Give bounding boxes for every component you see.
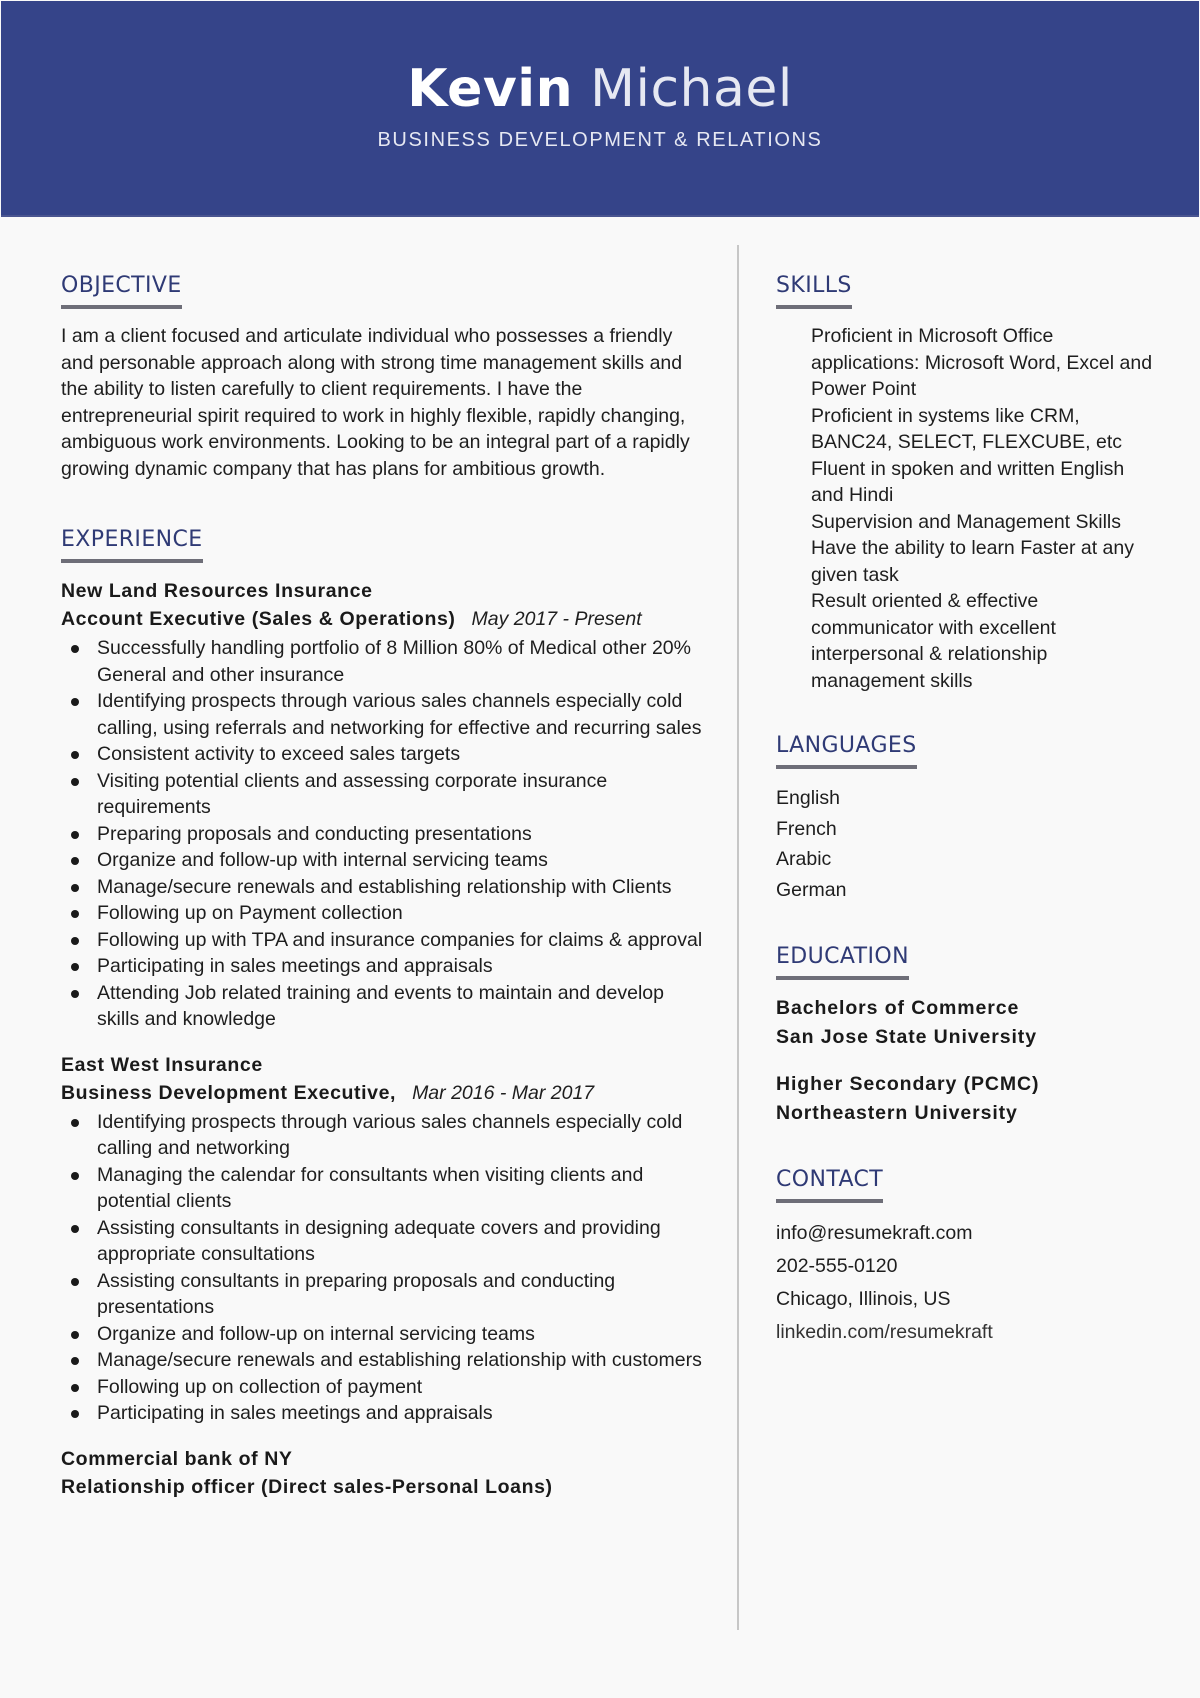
company-name: Commercial bank of NY	[61, 1447, 293, 1470]
list-item	[61, 1347, 711, 1374]
skill-item: Supervision and Management Skills	[811, 510, 1122, 533]
bullet-icon	[71, 1225, 79, 1233]
skill-item: Fluent in spoken and written English and Hindi	[811, 457, 1125, 506]
bullet-text: Consistent activity to exceed sales targets	[97, 743, 461, 765]
resume-header	[1, 1, 1199, 217]
left-column	[61, 272, 711, 1502]
job-bullets	[61, 1109, 711, 1427]
list-item	[61, 635, 711, 688]
bullet-text: Managing the calendar for consultants when visiting clients and potential clients	[97, 1163, 644, 1212]
list-item	[61, 741, 711, 768]
bullet-icon	[71, 1384, 79, 1392]
degree: Higher Secondary (PCMC)	[776, 1073, 1040, 1095]
experience-section	[61, 526, 711, 1502]
job-title-line	[61, 1079, 711, 1108]
school: San Jose State University	[776, 1026, 1037, 1048]
skills-list	[776, 323, 1156, 694]
education-heading: EDUCATION	[776, 943, 909, 980]
column-divider	[737, 245, 739, 1630]
contact-section	[776, 1166, 1176, 1349]
bullet-icon	[71, 1172, 79, 1180]
education-item	[776, 1070, 1176, 1128]
bullet-text: Assisting consultants in preparing proposals and conducting presentations	[97, 1269, 616, 1318]
list-item	[61, 953, 711, 980]
contact-location: Chicago, Illinois, US	[776, 1288, 951, 1310]
languages-list	[776, 783, 1176, 905]
bullet-icon	[71, 778, 79, 786]
education-section	[776, 943, 1176, 1128]
bullet-icon	[71, 937, 79, 945]
first-name: Kevin	[407, 59, 574, 119]
experience-heading: EXPERIENCE	[61, 526, 203, 563]
job-title-line	[61, 1473, 711, 1502]
language-item: German	[776, 878, 847, 901]
bullet-text: Identifying prospects through various sales channels especially cold calling and networking	[97, 1110, 683, 1159]
job-entry	[61, 577, 711, 1033]
contact-list	[776, 1217, 1176, 1349]
skill-item: Proficient in systems like CRM, BANC24, SELECT, FLEXCUBE, etc	[811, 404, 1123, 453]
bullet-text: Attending Job related training and events to maintain and develop skills and knowledge	[97, 981, 664, 1030]
bullet-text: Following up on collection of payment	[97, 1375, 423, 1398]
job-entry	[61, 1051, 711, 1427]
bullet-icon	[71, 884, 79, 892]
job-date: Mar 2016 - Mar 2017	[412, 1081, 595, 1104]
contact-email[interactable]: info@resumekraft.com	[776, 1222, 973, 1244]
bullet-text: Participating in sales meetings and appraisals	[97, 955, 493, 977]
list-item	[61, 1215, 711, 1268]
education-list	[776, 994, 1176, 1128]
languages-section	[776, 732, 1176, 905]
list-item	[61, 874, 711, 901]
objective-text: I am a client focused and articulate individual who possesses a friendly and personable approach along with strong time management skills and the ability to listen carefully to client requirements. I have the entrepreneurial spirit required to work in highly flexible, rapidly changing, ambiguous work environments. Looking to be an integral part of a rapidly growing dynamic company that has plans for ambitious growth.	[61, 325, 690, 480]
bullet-icon	[71, 831, 79, 839]
school: Northeastern University	[776, 1102, 1018, 1124]
language-item: French	[776, 817, 837, 840]
bullet-text: Manage/secure renewals and establishing relationship with customers	[97, 1349, 702, 1371]
language-item: Arabic	[776, 848, 832, 870]
list-item	[61, 1109, 711, 1162]
contact-phone[interactable]: 202-555-0120	[776, 1255, 898, 1277]
skills-section	[776, 272, 1176, 694]
bullet-icon	[71, 751, 79, 759]
bullet-text: Participating in sales meetings and appraisals	[97, 1402, 493, 1424]
company-name: New Land Resources Insurance	[61, 580, 373, 602]
bullet-icon	[71, 645, 79, 653]
bullet-text: Successfully handling portfolio of 8 Million 80% of Medical other 20% General and other insurance	[97, 637, 691, 686]
job-title: Account Executive (Sales & Operations)	[61, 608, 456, 630]
bullet-text: Organize and follow-up with internal servicing teams	[97, 849, 548, 871]
job-date: May 2017 - Present	[471, 608, 642, 630]
bullet-icon	[71, 698, 79, 706]
list-item	[61, 821, 711, 848]
bullet-icon	[71, 910, 79, 918]
objective-section	[61, 272, 711, 482]
last-name: Michael	[590, 59, 793, 119]
bullet-icon	[71, 990, 79, 998]
job-title: Relationship officer (Direct sales-Personal Loans)	[61, 1475, 553, 1498]
list-item	[61, 1321, 711, 1348]
bullet-icon	[71, 1357, 79, 1365]
list-item	[61, 847, 711, 874]
list-item	[61, 688, 711, 741]
list-item	[61, 1162, 711, 1215]
languages-heading: LANGUAGES	[776, 732, 917, 769]
skills-heading: SKILLS	[776, 272, 852, 309]
list-item	[61, 1268, 711, 1321]
bullet-text: Manage/secure renewals and establishing relationship with Clients	[97, 875, 672, 898]
list-item	[61, 927, 711, 954]
job-title-line	[61, 605, 711, 634]
bullet-text: Assisting consultants in designing adequate covers and providing appropriate consultations	[97, 1216, 661, 1265]
bullet-text: Following up on Payment collection	[97, 902, 403, 924]
job-bullets	[61, 635, 711, 1033]
bullet-text: Following up with TPA and insurance companies for claims & approval	[97, 928, 703, 951]
list-item	[61, 768, 711, 821]
bullet-icon	[71, 857, 79, 865]
skill-item: Proficient in Microsoft Office applications: Microsoft Word, Excel and Power Point	[811, 325, 1153, 400]
list-item	[61, 1400, 711, 1427]
bullet-text: Organize and follow-up on internal servicing teams	[97, 1322, 535, 1345]
bullet-icon	[71, 1331, 79, 1339]
bullet-text: Identifying prospects through various sales channels especially cold calling, using referrals and networking for effective and recurring sales	[97, 690, 702, 739]
job-title: Business Development Executive,	[61, 1081, 397, 1104]
candidate-role: BUSINESS DEVELOPMENT & RELATIONS	[377, 129, 823, 151]
contact-heading: CONTACT	[776, 1166, 883, 1203]
list-item	[61, 1374, 711, 1401]
skill-item: Result oriented & effective communicator with excellent interpersonal & relationship management skills	[811, 590, 1056, 692]
bullet-text: Preparing proposals and conducting presentations	[97, 822, 532, 845]
degree: Bachelors of Commerce	[776, 997, 1020, 1019]
company-name: East West Insurance	[61, 1053, 263, 1076]
list-item	[61, 980, 711, 1033]
bullet-icon	[71, 1278, 79, 1286]
contact-linkedin[interactable]: linkedin.com/resumekraft	[776, 1321, 993, 1343]
language-item: English	[776, 787, 840, 809]
bullet-icon	[71, 1410, 79, 1418]
job-entry	[61, 1445, 711, 1502]
bullet-text: Visiting potential clients and assessing corporate insurance requirements	[97, 769, 608, 818]
right-column	[776, 272, 1176, 1349]
bullet-icon	[71, 1119, 79, 1127]
education-item	[776, 994, 1176, 1052]
list-item	[61, 900, 711, 927]
bullet-icon	[71, 963, 79, 971]
objective-heading: OBJECTIVE	[61, 272, 182, 309]
skill-item: Have the ability to learn Faster at any given task	[811, 537, 1134, 586]
candidate-name	[1, 57, 1199, 121]
